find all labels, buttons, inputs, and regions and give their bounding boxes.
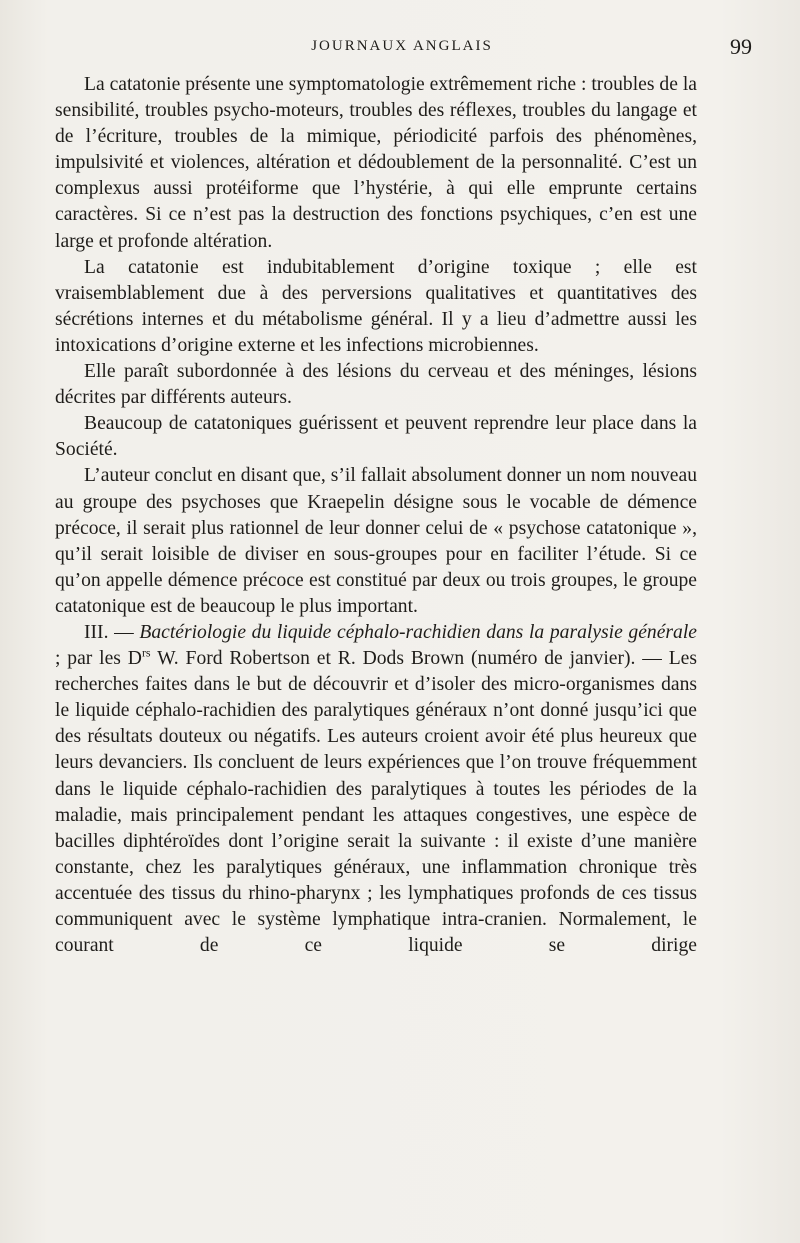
section-three-paragraph <box>55 620 697 959</box>
byline-superscript: rs <box>141 645 151 660</box>
paragraph-author-conclusion: L’auteur conclut en disant que, s’il fallait absolument donner un nom nouveau au groupe des psychoses que Kraepelin désigne sous le vocable de démence précoce, il serait plus rationnel de leur donner celui de « psychose catatonique », qu’il serait loisible de diviser en sous-groupes pour en faciliter l’étude. Si ce qu’on appelle démence précoce est constitué par deux ou trois groupes, le groupe catatonique est de beaucoup le plus important. <box>55 465 697 617</box>
paragraph-catatonia-origin: La catatonie est indubitablement d’origine toxique ; elle est vraisemblablement due à des perversions qualitatives et quantitatives des sécrétions internes et du métabolisme général. Il y a lieu d’admettre aussi les intoxications d’origine externe et les infections microbiennes. <box>55 256 697 356</box>
section-number: III. — <box>84 621 140 643</box>
section-title: Bactériologie du liquide céphalo-rachidien dans la paralysie générale <box>139 621 697 643</box>
byline-authors: W. Ford Robertson et R. Dods Brown (numéro de janvier). <box>150 648 636 670</box>
paragraph-catatonia-symptoms: La catatonie présente une symptomatologie extrêmement riche : troubles de la sensibilité, troubles psycho-moteurs, troubles des réflexes, troubles du langage et de l’écriture, troubles de la mimique, périodicité parfois des phénomènes, impulsivité et violences, altération et dédoublement de la personnalité. C’est un complexus aussi protéiforme que l’hystérie, à qui elle emprunte certains caractères. Si ce n’est pas la destruction des fonctions psychiques, c’en est une large et profonde altération. <box>55 74 697 252</box>
paragraph-lesions: Elle paraît subordonnée à des lésions du cerveau et des méninges, lésions décrites par différents auteurs. <box>55 361 697 409</box>
running-head <box>52 34 752 64</box>
page-number: 99 <box>730 34 752 59</box>
paragraph-recovery: Beaucoup de catatoniques guérissent et peuvent reprendre leur place dans la Société. <box>55 413 697 461</box>
body-text <box>55 72 697 959</box>
section-body: — Les recherches faites dans le but de découvrir et d’isoler des micro-organismes dans le liquide céphalo-rachidien des paralytiques généraux n’ont donné jusqu’ici que des résultats douteux ou négatifs. Les auteurs croient avoir été plus heureux que leurs devanciers. Ils concluent de leurs expériences que l’on trouve fréquemment dans le liquide céphalo-rachidien des paralytiques à toutes les périodes de la maladie, mais principalement pendant les attaques congestives, une espèce de bacilles diphtéroïdes dont l’origine serait la suivante : il existe d’une manière constante, chez les paralytiques généraux, une inflammation chronique très accentuée des tissus du rhino-pharynx ; les lymphatiques profonds de ces tissus communiquent avec le système lymphatique intra-cranien. Normalement, le courant de ce liquide se dirige <box>55 648 698 957</box>
running-title: JOURNAUX ANGLAIS <box>311 38 493 54</box>
byline-prefix: ; par les D <box>55 648 142 670</box>
